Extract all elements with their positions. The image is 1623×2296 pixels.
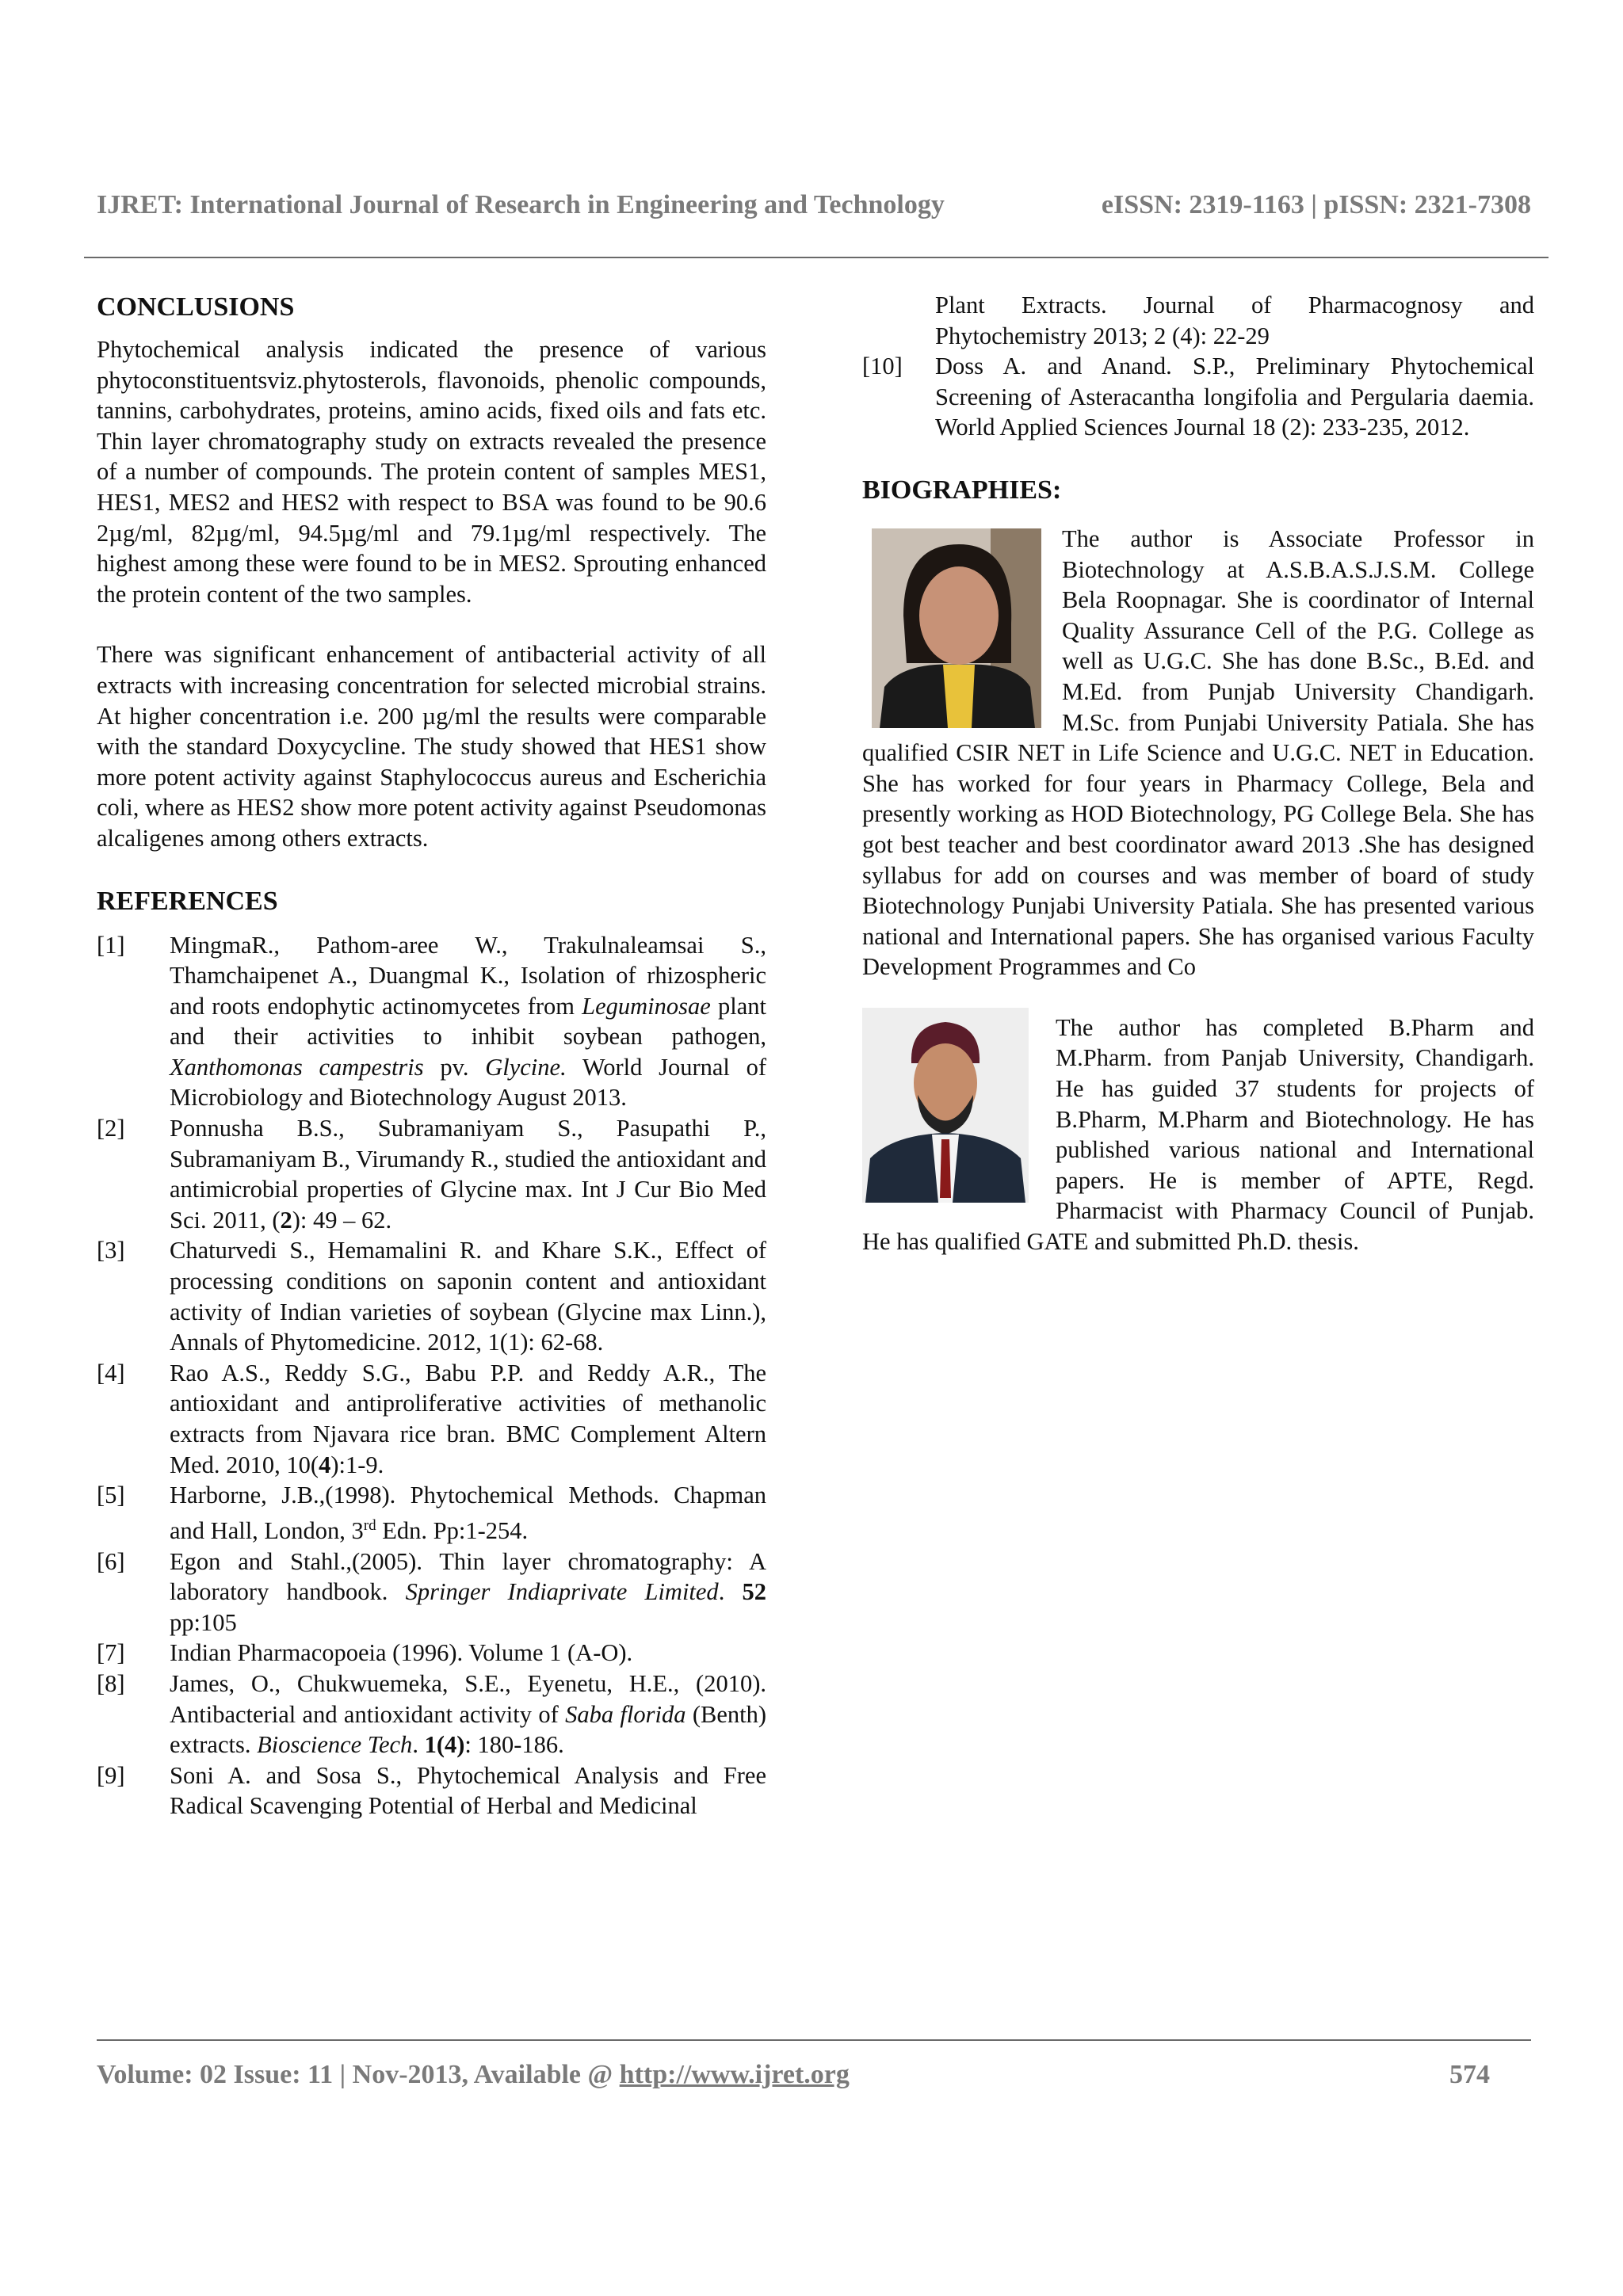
- conclusions-heading: CONCLUSIONS: [97, 292, 295, 322]
- author-photo-2: [862, 1008, 1029, 1203]
- biography-2: [862, 1013, 1534, 1257]
- reference-number: [5]: [97, 1482, 125, 1509]
- biography-1-text: The author is Associate Professor in Biotechnology at A.S.B.A.S.J.S.M. College Bela Roopnagar. She is coordinator of Internal Quality Assurance Cell of the P.G. College as well as U.G.C. She has done B.Sc., B.Ed. and M.Ed. from Punjab University Chandigarh. M.Sc. from Punjabi University Patiala. She has qualified CSIR NET in Life Science and U.G.C. NET in Education. She has worked for four years in Pharmacy College, Bela and presently working as HOD Biotechnology, PG College Bela. She has got best teacher and best coordinator award 2013 .She has designed syllabus for add on courses and was member of board of study Biotechnology Punjabi University Patiala. She has presented various national and International papers. She has organised various Faculty Development Programmes and Co: [862, 524, 1534, 981]
- reference-text: Indian Pharmacopoeia (1996). Volume 1 (A-O).: [170, 1639, 633, 1667]
- reference-text: Soni A. and Sosa S., Phytochemical Analysis and Free Radical Scavenging Potential of Herbal and Medicinal: [170, 1761, 766, 1820]
- conclusions-paragraph-2: There was significant enhancement of antibacterial activity of all extracts with increasing concentration for selected microbial strains. At higher concentration i.e. 200 µg/ml the results were comparable with the standard Doxycycline. The study showed that HES1 show more potent activity against Staphylococcus aureus and Escherichia coli, where as HES2 show more potent activity against Pseudomonas alcaligenes among others extracts.: [97, 641, 766, 852]
- reference-number: [3]: [97, 1237, 125, 1264]
- reference-item: [97, 930, 766, 1114]
- journal-title: IJRET: International Journal of Research in Engineering and Technology: [97, 190, 945, 219]
- reference-number: [1]: [97, 931, 125, 959]
- conclusions-paragraph-1: Phytochemical analysis indicated the presence of various phytoconstituentsviz.phytosterols, flavonoids, phenolic compounds, tannins, carbohydrates, proteins, amino acids, fixed oils and fats etc. Thin layer chromatography study on extracts revealed the presence of a number of compounds. The protein content of samples MES1, HES1, MES2 and HES2 with respect to BSA was found to be 90.6 2µg/ml, 82µg/ml, 94.5µg/ml and 79.1µg/ml respectively. The highest among these were found to be in MES2. Sprouting enhanced the protein content of the two samples.: [97, 336, 766, 608]
- references-heading: REFERENCES: [97, 886, 278, 916]
- reference-item: [97, 1760, 766, 1821]
- reference-number: [8]: [97, 1669, 125, 1697]
- reference-text: Plant Extracts. Journal of Pharmacognosy and Phytochemistry 2013; 2 (4): 22-29: [935, 292, 1534, 349]
- footer-volume-info: Volume: 02 Issue: 11 | Nov-2013, Available @ http://www.ijret.org: [97, 2060, 850, 2089]
- running-header: [97, 190, 1531, 220]
- reference-text: Doss A. and Anand. S.P., Preliminary Phytochemical Screening of Asteracantha longifolia and Pergularia daemia. World Applied Sciences Journal 18 (2): 233-235, 2012.: [935, 353, 1534, 441]
- reference-text: Ponnusha B.S., Subramaniyam S., Pasupathi P., Subramaniyam B., Virumandy R., studied the antioxidant and antimicrobial properties of Glycine max. Int J Cur Bio Med Sci. 2011, (2): 49 – 62.: [170, 1115, 766, 1234]
- reference-item: [97, 1669, 766, 1760]
- biography-1: [862, 524, 1534, 982]
- reference-text: Harborne, J.B.,(1998). Phytochemical Methods. Chapman and Hall, London, 3rd Edn. Pp:1-254.: [170, 1482, 766, 1544]
- reference-text: Egon and Stahl.,(2005). Thin layer chromatography: A laboratory handbook. Springer Indiaprivate Limited. 52 pp:105: [170, 1547, 766, 1636]
- right-column: [862, 290, 1534, 1257]
- page-number: 574: [1449, 2060, 1490, 2089]
- reference-number: [862, 290, 935, 351]
- reference-item: [862, 351, 1534, 443]
- footer-rule: [97, 2039, 1531, 2041]
- reference-text: Chaturvedi S., Hemamalini R. and Khare S.K., Effect of processing conditions on saponin content and antioxidant activity of Indian varieties of soybean (Glycine max Linn.), Annals of Phytomedicine. 2012, 1(1): 62-68.: [170, 1237, 766, 1356]
- header-rule: [84, 257, 1549, 258]
- reference-item: [97, 1480, 766, 1546]
- issn: eISSN: 2319-1163 | pISSN: 2321-7308: [1101, 190, 1531, 219]
- running-footer: [97, 2060, 1490, 2090]
- biographies-heading: BIOGRAPHIES:: [862, 475, 1062, 505]
- reference-item: [97, 1113, 766, 1235]
- reference-item: [97, 1358, 766, 1480]
- reference-item: [97, 1235, 766, 1357]
- reference-number: [4]: [97, 1359, 125, 1386]
- reference-number: [6]: [97, 1547, 125, 1575]
- left-column: [97, 290, 766, 1821]
- reference-text: James, O., Chukwuemeka, S.E., Eyenetu, H.E., (2010). Antibacterial and antioxidant activity of Saba florida (Benth) extracts. Bioscience Tech. 1(4): 180-186.: [170, 1669, 766, 1759]
- reference-item-continued: [862, 290, 1534, 351]
- reference-text: MingmaR., Pathom-aree W., Trakulnaleamsai S., Thamchaipenet A., Duangmal K., Isolation of rhizospheric and roots endophytic actinomycetes from Leguminosae plant and their activities to inhibit soybean pathogen, Xanthomonas campestris pv. Glycine. World Journal of Microbiology and Biotechnology August 2013.: [170, 931, 766, 1112]
- reference-number: [10]: [862, 353, 903, 380]
- reference-number: [9]: [97, 1761, 125, 1789]
- reference-number: [7]: [97, 1639, 125, 1667]
- reference-number: [2]: [97, 1115, 125, 1142]
- reference-item: [97, 1638, 766, 1669]
- reference-text: Rao A.S., Reddy S.G., Babu P.P. and Reddy A.R., The antioxidant and antiproliferative activities of methanolic extracts from Njavara rice bran. BMC Complement Altern Med. 2010, 10(4):1-9.: [170, 1359, 766, 1478]
- biography-2-text: The author has completed B.Pharm and M.Pharm. from Panjab University, Chandigarh. He has guided 37 students for projects of B.Pharm, M.Pharm and Biotechnology. He has published various national and International papers. He is member of APTE, Regd. Pharmacist with Pharmacy Council of Punjab. He has qualified GATE and submitted Ph.D. thesis.: [862, 1013, 1534, 1256]
- author-photo-1: [872, 528, 1041, 728]
- footer-link[interactable]: http://www.ijret.org: [619, 2060, 850, 2089]
- reference-item: [97, 1547, 766, 1638]
